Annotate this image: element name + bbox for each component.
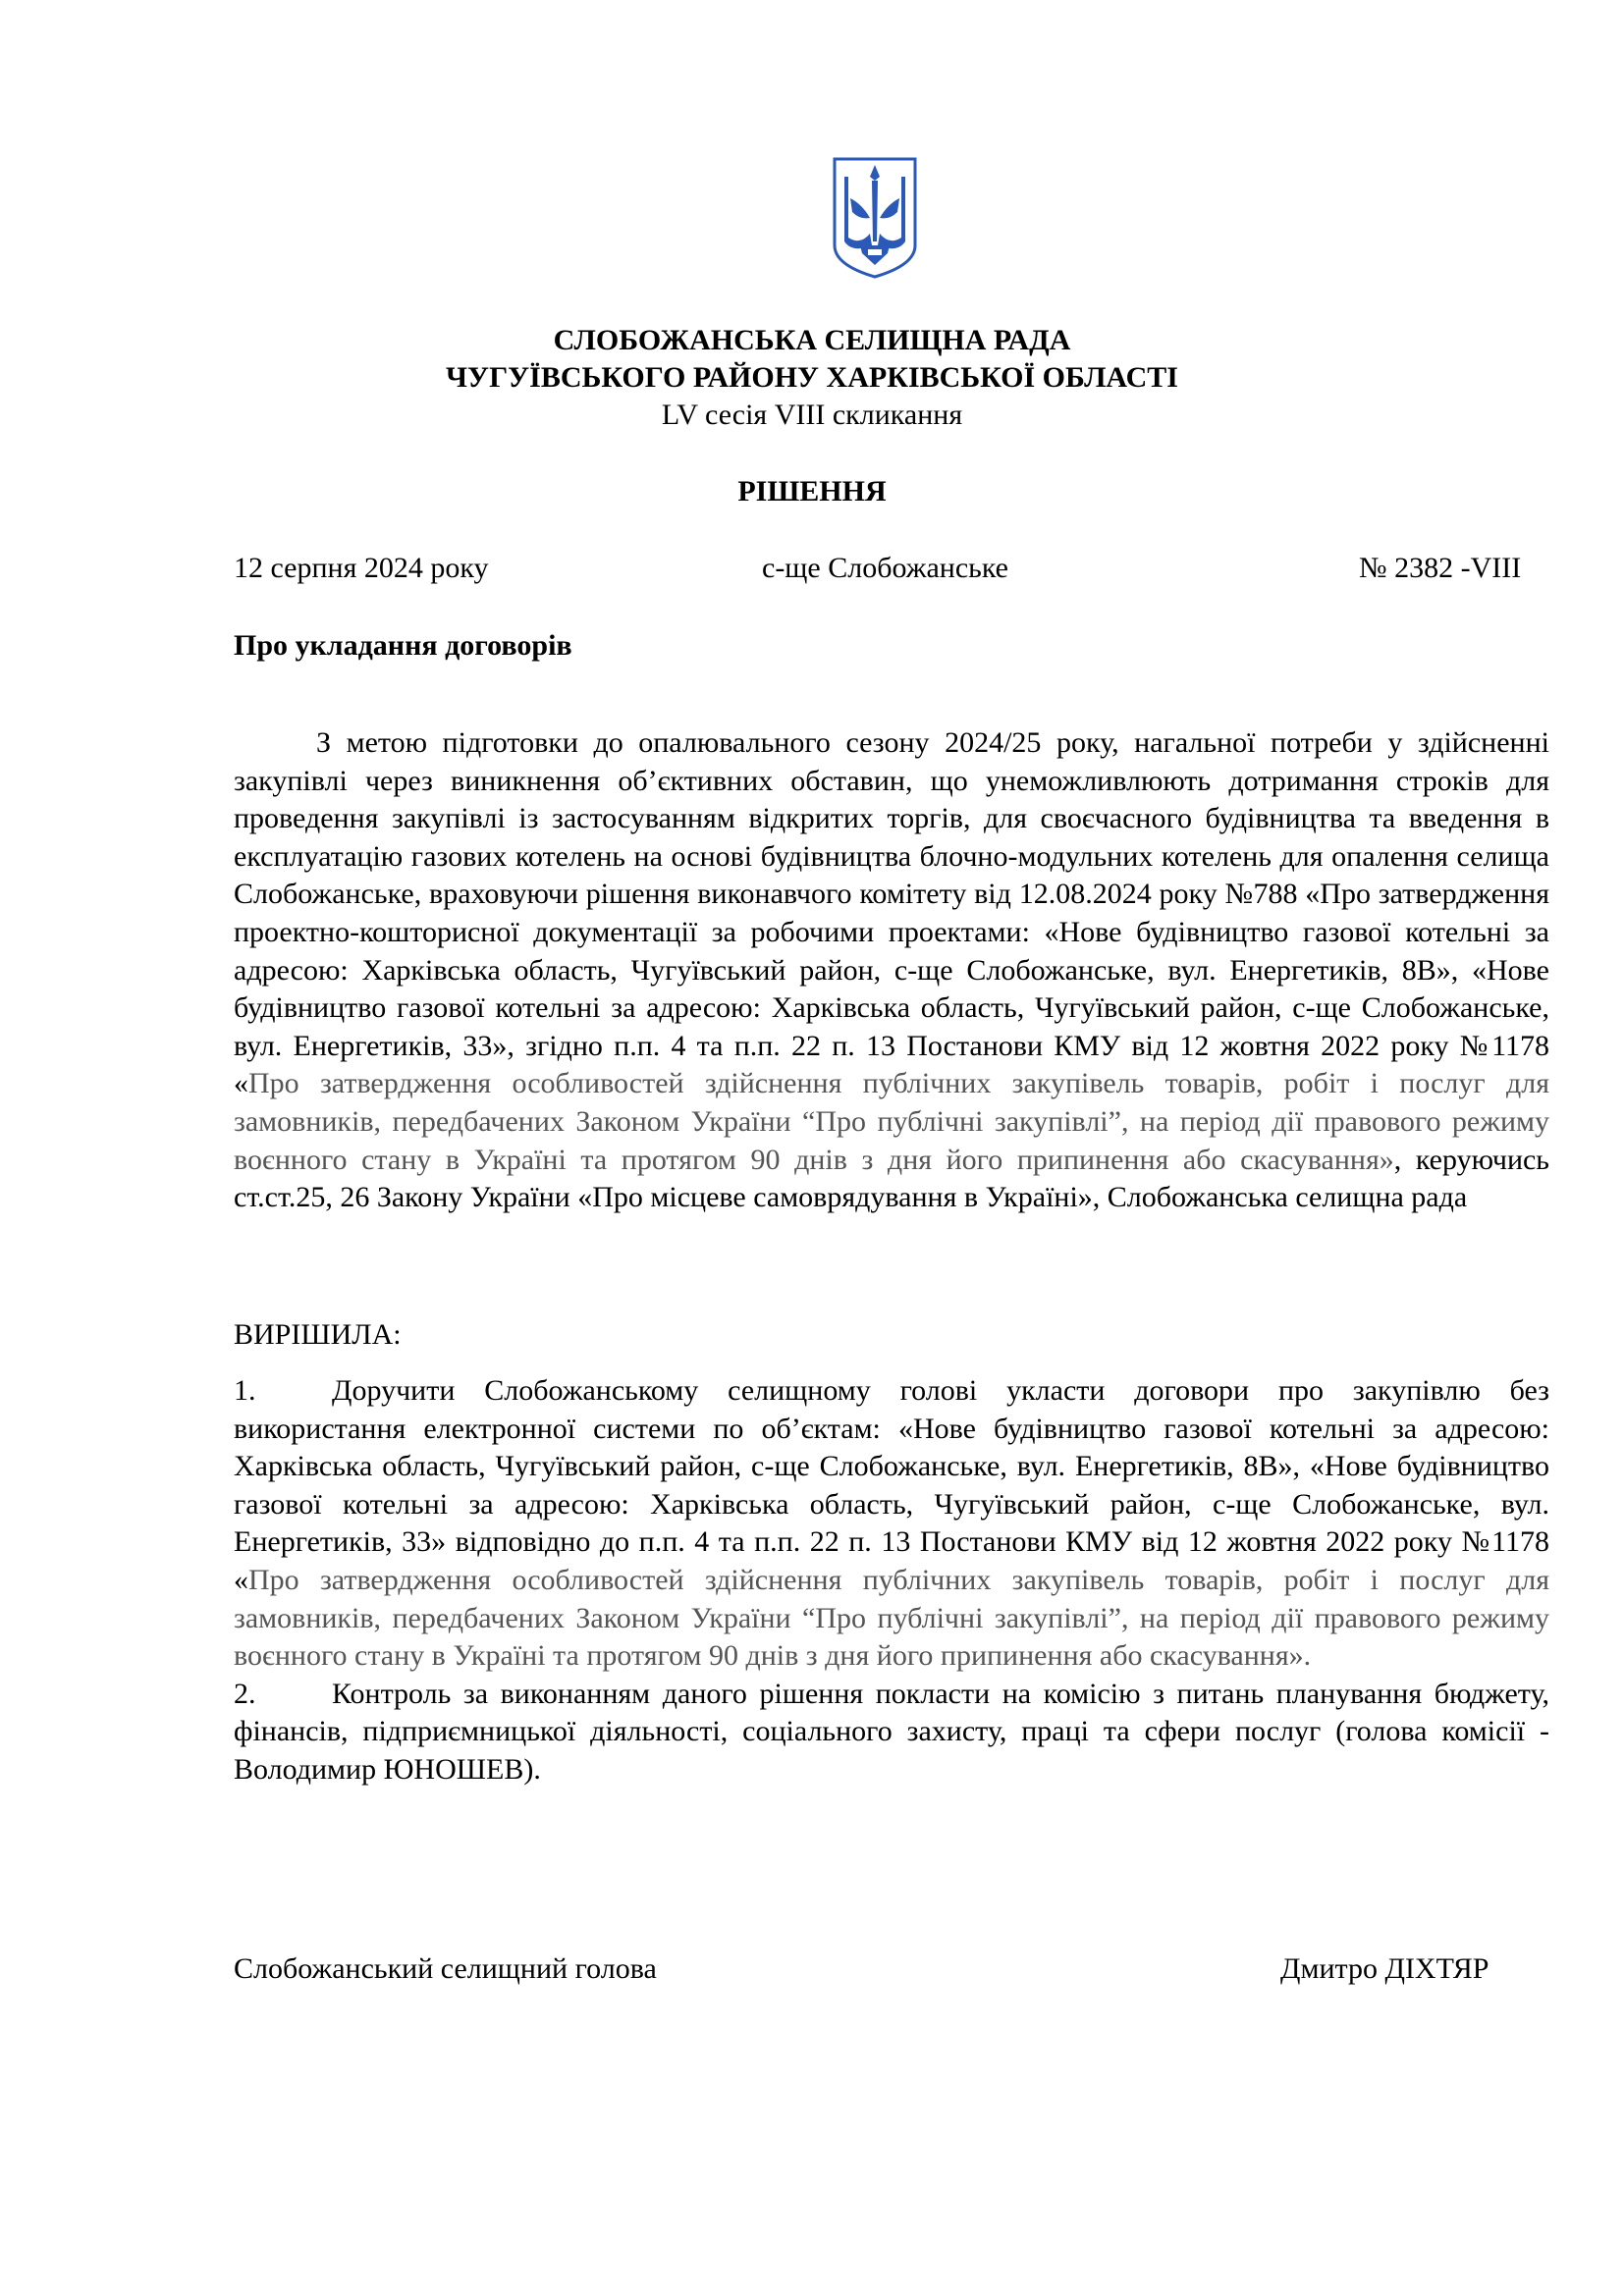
decision-item <box>234 1372 1549 1676</box>
signatory-position: Слобожанський селищний голова <box>234 1952 657 1985</box>
item-text: Контроль за виконанням даного рішення покласти на комісію з питань планування бюджету, фінансів, підприємницької діяльності, соціального захисту, праці та сфери послуг (голова комісії - Володимир ЮНОШЕВ). <box>234 1677 1549 1786</box>
district-title: ЧУГУЇВСЬКОГО РАЙОНУ ХАРКІВСЬКОЇ ОБЛАСТІ <box>446 361 1178 394</box>
decision-number: № 2382 -VIII <box>1359 552 1522 584</box>
council-title: СЛОБОЖАНСЬКА СЕЛИЩНА РАДА <box>553 324 1071 356</box>
item-number: 1. <box>234 1374 256 1407</box>
preamble-paragraph <box>234 724 1549 1217</box>
preamble-text-part2: , керуючись ст.ст.25, 26 Закону України «Про місцеве самоврядування в Україні», Слобожанська селищна рада <box>234 1143 1549 1214</box>
decision-items <box>234 1372 1549 1789</box>
signatory-name: Дмитро ДІХТЯР <box>1280 1952 1489 1985</box>
decision-date: 12 серпня 2024 року <box>234 552 489 584</box>
item-number: 2. <box>234 1677 256 1710</box>
preamble-text-part1: З метою підготовки до опалювального сезону 2024/25 року, нагальної потреби у здійсненні закупівлі через виникнення об’єктивних обставин, що унеможливлюють дотримання строків для проведення закупівлі із застосуванням відкритих торгів, для своєчасного будівництва та введення в експлуатацію газових котелень на основі будівництва блочно-модульних котелень для опалення селища Слобожанське, враховуючи рішення виконавчого комітету від 12.08.2024 року №788 «Про затвердження проектно-кошторисної документації за робочими проектами: «Нове будівництво газової котельні за адресою: Харківська область, Чугуївський район, с-ще Слобожанське, вул. Енергетиків, 8В», «Нове будівництво газової котельні за адресою: Харківська область, Чугуївський район, с-ще Слобожанське, вул. Енергетиків, 33», згідно п.п. 4 та п.п. 22 п. 13 Постанови КМУ від 12 жовтня 2022 року №1178 « <box>234 726 1549 1100</box>
tryzub-coat-of-arms-icon <box>831 155 919 281</box>
decided-label: ВИРІШИЛА: <box>234 1318 402 1351</box>
decision-place: с-ще Слобожанське <box>762 552 1008 584</box>
preamble-resolution-title: Про затвердження особливостей здійснення публічних закупівель товарів, робіт і послуг для замовників, передбачених Законом України “Про публічні закупівлі”, на період дії правового режиму воєнного стану в Україні та протягом 90 днів з дня його припинення або скасування» <box>234 1067 1549 1176</box>
decision-subject: Про укладання договорів <box>234 629 572 662</box>
decision-item <box>234 1676 1549 1789</box>
document-type-title: РІШЕННЯ <box>737 475 887 507</box>
item-text: Доручити Слобожанському селищному голові укласти договори про закупівлю без використання електронної системи по об’єктам: «Нове будівництво газової котельні за адресою: Харківська область, Чугуївський район, с-ще Слобожанське, вул. Енергетиків, 8В», «Нове будівництво газової котельні за адресою: Харківська область, Чугуївський район, с-ще Слобожанське, вул. Енергетиків, 33» відповідно до п.п. 4 та п.п. 22 п. 13 Постанови КМУ від 12 жовтня 2022 року №1178 « <box>234 1374 1549 1596</box>
session-line: LV сесія VIII скликання <box>661 399 963 431</box>
item-resolution-title: Про затвердження особливостей здійснення публічних закупівель товарів, робіт і послуг для замовників, передбачених Законом України “Про публічні закупівлі”, на період дії правового режиму воєнного стану в Україні та протягом 90 днів з дня його припинення або скасування». <box>234 1563 1549 1673</box>
